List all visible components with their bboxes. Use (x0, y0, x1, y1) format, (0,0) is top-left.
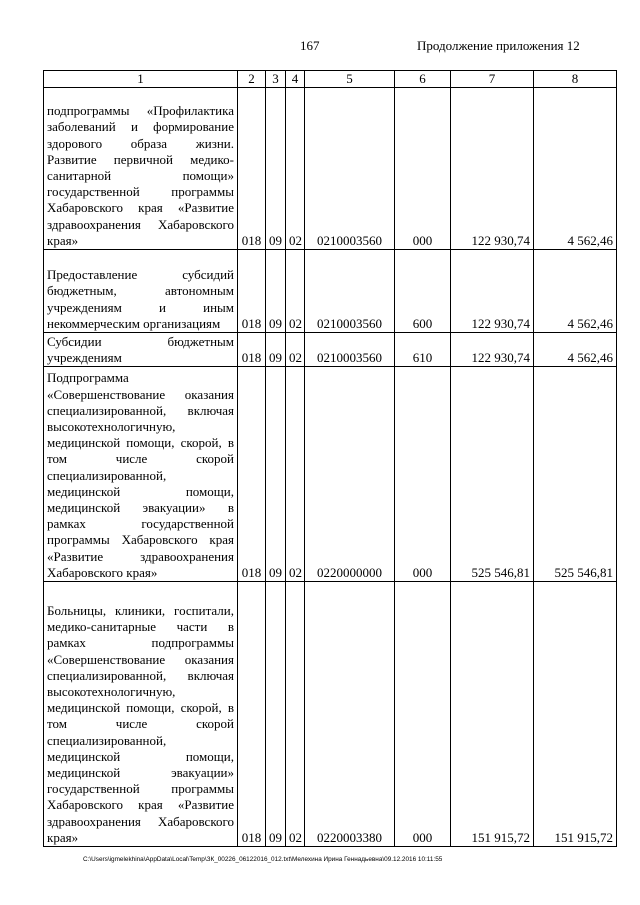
item-name: подпрограммы «Профилактика заболеваний и формирование здорового образа жизни. Развитие первичной медико-санитарной помощи» государственной программы Хабаровского края «Развитие здравоохранения Хабаровского края» (44, 88, 238, 250)
amount-col-7: 122 930,74 (451, 88, 534, 250)
item-name: Подпрограмма «Совершенствование оказания специализированной, включая высокотехнологичную, медицинской помощи, скорой, в том числе скорой специализированной, медицинской помощи, медицинской эвакуации» в рамках государственной программы Хабаровского края «Развитие здравоохранения Хабаровского края» (44, 367, 238, 582)
column-number-row (44, 71, 617, 88)
amount-col-8: 151 915,72 (534, 582, 617, 847)
expense-type-code: 610 (395, 333, 451, 367)
ministry-code: 018 (238, 582, 266, 847)
target-article-code: 0220000000 (305, 367, 395, 582)
amount-col-8: 4 562,46 (534, 88, 617, 250)
table-row (44, 582, 617, 847)
column-header: 8 (534, 71, 617, 88)
target-article-code: 0210003560 (305, 88, 395, 250)
file-path-footer: C:\Users\igmelekhina\AppData\Local\Temp\ЗК_00226_06122016_012.txt\Мелехина Ирина Геннадьевна\09.12.2016 10:11:55 (83, 856, 443, 863)
expense-type-code: 000 (395, 88, 451, 250)
section-code: 09 (266, 250, 286, 333)
amount-col-8: 4 562,46 (534, 250, 617, 333)
amount-col-7: 122 930,74 (451, 333, 534, 367)
amount-col-7: 525 546,81 (451, 367, 534, 582)
column-header: 2 (238, 71, 266, 88)
section-code: 09 (266, 333, 286, 367)
ministry-code: 018 (238, 250, 266, 333)
target-article-code: 0210003560 (305, 250, 395, 333)
subsection-code: 02 (286, 367, 305, 582)
amount-col-7: 122 930,74 (451, 250, 534, 333)
column-header: 7 (451, 71, 534, 88)
subsection-code: 02 (286, 250, 305, 333)
expense-type-code: 600 (395, 250, 451, 333)
table-row (44, 367, 617, 582)
table-row (44, 88, 617, 250)
ministry-code: 018 (238, 88, 266, 250)
column-header: 3 (266, 71, 286, 88)
table-row (44, 333, 617, 367)
subsection-code: 02 (286, 582, 305, 847)
item-name: Больницы, клиники, госпитали, медико-санитарные части в рамках подпрограммы «Совершенствование оказания специализированной, включая высокотехнологичную, медицинской помощи, скорой, в том числе скорой специализированной, медицинской помощи, медицинской эвакуации» государственной программы Хабаровского края «Развитие здравоохранения Хабаровского края» (44, 582, 238, 847)
section-code: 09 (266, 88, 286, 250)
section-code: 09 (266, 582, 286, 847)
expense-type-code: 000 (395, 367, 451, 582)
subsection-code: 02 (286, 88, 305, 250)
ministry-code: 018 (238, 333, 266, 367)
ministry-code: 018 (238, 367, 266, 582)
target-article-code: 0210003560 (305, 333, 395, 367)
amount-col-8: 525 546,81 (534, 367, 617, 582)
target-article-code: 0220003380 (305, 582, 395, 847)
expense-type-code: 000 (395, 582, 451, 847)
table-row (44, 250, 617, 333)
page-number: 167 (300, 38, 320, 53)
amount-col-8: 4 562,46 (534, 333, 617, 367)
subsection-code: 02 (286, 333, 305, 367)
column-header: 1 (44, 71, 238, 88)
column-header: 6 (395, 71, 451, 88)
item-name: Предоставление субсидий бюджетным, автономным учреждениям и иным некоммерческим организациям (44, 250, 238, 333)
item-name: Субсидии бюджетным учреждениям (44, 333, 238, 367)
column-header: 5 (305, 71, 395, 88)
budget-table (43, 70, 617, 847)
amount-col-7: 151 915,72 (451, 582, 534, 847)
column-header: 4 (286, 71, 305, 88)
section-code: 09 (266, 367, 286, 582)
appendix-continuation-label: Продолжение приложения 12 (417, 38, 580, 53)
